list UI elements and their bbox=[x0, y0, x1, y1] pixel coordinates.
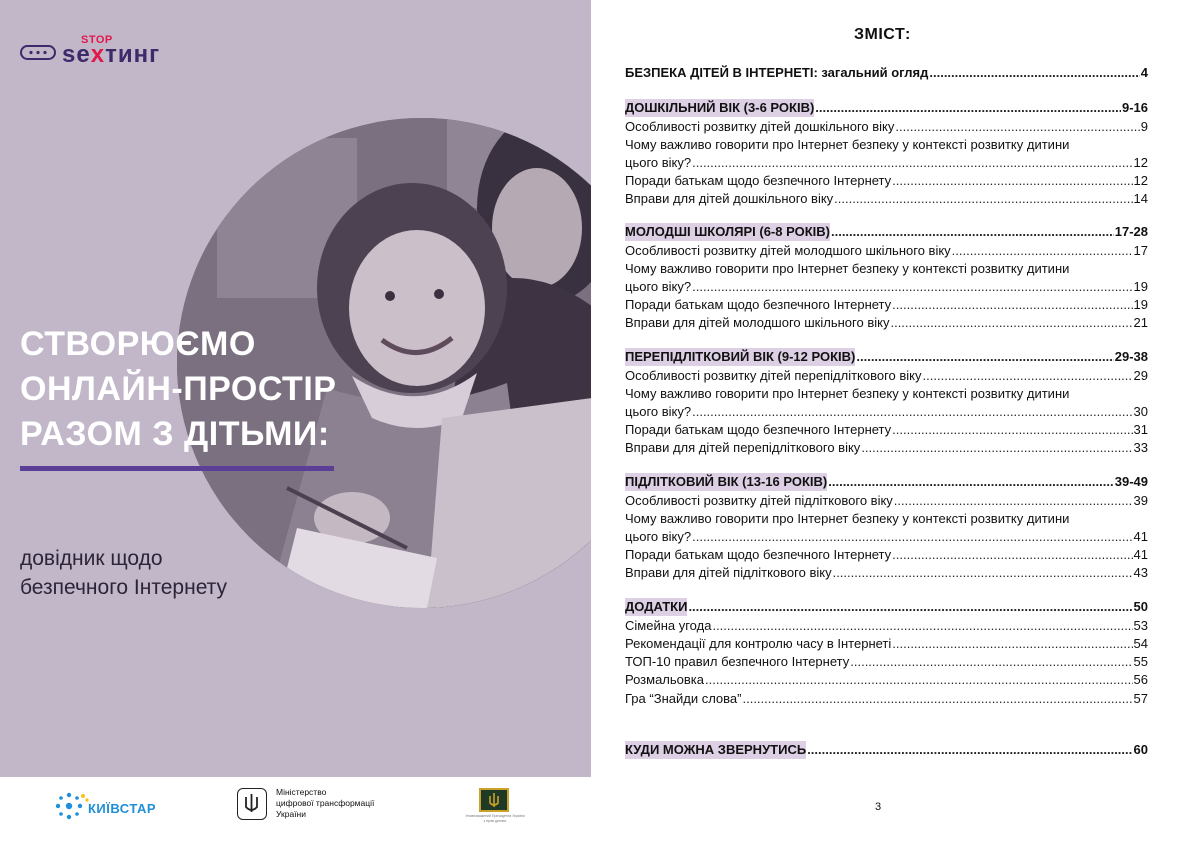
toc-entry[interactable] bbox=[625, 314, 1148, 332]
kyivstar-star-icon bbox=[52, 790, 90, 822]
toc-leader-dots bbox=[895, 118, 1139, 136]
toc-entry-text: Рекомендації для контролю часу в Інтернеті bbox=[625, 636, 892, 651]
toc-entry-text: БЕЗПЕКА ДІТЕЙ В ІНТЕРНЕТІ: загальний огляд bbox=[625, 65, 929, 80]
toc-entry-text: цього віку? bbox=[625, 404, 692, 419]
toc-page-number: 41 bbox=[1133, 547, 1148, 562]
toc-entry-overview[interactable] bbox=[625, 64, 1148, 82]
headline-underline bbox=[20, 466, 334, 471]
toc-entry[interactable] bbox=[625, 172, 1148, 190]
toc-leader-dots bbox=[692, 403, 1132, 421]
toc-section-heading[interactable] bbox=[625, 473, 1148, 491]
toc-page-number: 12 bbox=[1133, 173, 1148, 188]
toc-page-number: 19 bbox=[1133, 297, 1148, 312]
toc-leader-dots bbox=[828, 473, 1114, 491]
toc-entry-text: Вправи для дітей перепідліткового віку bbox=[625, 440, 861, 455]
toc-page-number: 17-28 bbox=[1114, 224, 1148, 239]
cover-headline bbox=[20, 322, 336, 457]
toc-entry-text: КУДИ МОЖНА ЗВЕРНУТИСЬ bbox=[625, 742, 807, 757]
toc-leader-dots bbox=[861, 439, 1132, 457]
toc-page-number: 29 bbox=[1133, 368, 1148, 383]
toc-entry[interactable] bbox=[625, 564, 1148, 582]
toc-leader-dots bbox=[712, 617, 1132, 635]
toc-page-number: 19 bbox=[1133, 279, 1148, 294]
ombudsman-logo-text: Уповноважений Президента України з прав дитини bbox=[465, 814, 525, 823]
toc-leader-dots bbox=[815, 99, 1121, 117]
toc-page-number: 50 bbox=[1133, 599, 1148, 614]
toc-leader-dots bbox=[688, 598, 1132, 616]
toc-entry-first-line[interactable]: Чому важливо говорити про Інтернет безпеку у контексті розвитку дитини bbox=[625, 386, 1070, 401]
toc-entry[interactable] bbox=[625, 190, 1148, 208]
toc-entry-text: Особливості розвитку дітей молодшого шкільного віку bbox=[625, 243, 951, 258]
logo-stop-text: STOP bbox=[81, 34, 113, 46]
toc-entry[interactable] bbox=[625, 492, 1148, 510]
toc-entry[interactable] bbox=[625, 546, 1148, 564]
toc-page-number: 17 bbox=[1133, 243, 1148, 258]
toc-section-heading[interactable] bbox=[625, 741, 1148, 759]
logo-wordmark bbox=[62, 41, 160, 69]
toc-entry[interactable] bbox=[625, 439, 1148, 457]
toc-leader-dots bbox=[894, 492, 1133, 510]
toc-page-number: 4 bbox=[1140, 65, 1148, 80]
toc-entry-text: цього віку? bbox=[625, 529, 692, 544]
toc-leader-dots bbox=[807, 741, 1132, 759]
subtitle-line: довідник щодо bbox=[20, 547, 163, 570]
toc-title: ЗМІСТ: bbox=[854, 26, 911, 43]
logo-word-part: тинг bbox=[105, 41, 161, 68]
ministry-line: цифрової трансформації bbox=[276, 798, 375, 808]
toc-leader-dots bbox=[850, 653, 1132, 671]
toc-entry[interactable] bbox=[625, 278, 1148, 296]
ombudsman-emblem-icon bbox=[479, 788, 509, 812]
toc-entry-text: Поради батькам щодо безпечного Інтернету bbox=[625, 547, 892, 562]
page-number: 3 bbox=[875, 801, 882, 813]
toc-leader-dots bbox=[742, 690, 1132, 708]
toc-leader-dots bbox=[929, 64, 1139, 82]
toc-entry[interactable] bbox=[625, 242, 1148, 260]
toc-section-heading[interactable] bbox=[625, 598, 1148, 616]
headline-line: СТВОРЮЄМО bbox=[20, 325, 256, 363]
toc-page-number: 39 bbox=[1133, 493, 1148, 508]
toc-page-number: 60 bbox=[1133, 742, 1148, 757]
toc-leader-dots bbox=[892, 421, 1132, 439]
toc-entry[interactable] bbox=[625, 528, 1148, 546]
toc-leader-dots bbox=[923, 367, 1133, 385]
toc-page-number: 41 bbox=[1133, 529, 1148, 544]
toc-leader-dots bbox=[834, 190, 1132, 208]
toc-entry[interactable] bbox=[625, 421, 1148, 439]
stop-sexting-logo bbox=[20, 34, 200, 68]
toc-entry-text: ПЕРЕПІДЛІТКОВИЙ ВІК (9-12 РОКІВ) bbox=[625, 349, 856, 364]
toc-leader-dots bbox=[831, 223, 1114, 241]
toc-section-heading[interactable] bbox=[625, 348, 1148, 366]
toc-entry[interactable] bbox=[625, 296, 1148, 314]
toc-leader-dots bbox=[892, 172, 1132, 190]
cover-page bbox=[0, 0, 591, 777]
toc-leader-dots bbox=[692, 278, 1132, 296]
toc-entry-text: Особливості розвитку дітей дошкільного віку bbox=[625, 119, 895, 134]
toc-entry[interactable] bbox=[625, 403, 1148, 421]
logo-word-part: se bbox=[62, 41, 91, 68]
ministry-line: Міністерство bbox=[276, 787, 327, 797]
toc-page-number: 54 bbox=[1133, 636, 1148, 651]
chat-bubble-icon bbox=[20, 45, 56, 62]
toc-entry[interactable] bbox=[625, 118, 1148, 136]
toc-leader-dots bbox=[890, 314, 1132, 332]
logo-word-x: x bbox=[90, 41, 106, 68]
toc-entry-text: ДОДАТКИ bbox=[625, 599, 688, 614]
toc-leader-dots bbox=[892, 546, 1132, 564]
kyivstar-logo-text: КИЇВСТАР bbox=[88, 801, 157, 816]
toc-section-heading[interactable] bbox=[625, 99, 1148, 117]
toc-entry[interactable] bbox=[625, 671, 1148, 689]
toc-entry-text: цього віку? bbox=[625, 155, 692, 170]
ministry-logo-text bbox=[276, 787, 374, 820]
toc-page-number: 43 bbox=[1133, 565, 1148, 580]
toc-entry-text: МОЛОДШІ ШКОЛЯРІ (6-8 РОКІВ) bbox=[625, 224, 830, 239]
toc-entry[interactable] bbox=[625, 653, 1148, 671]
toc-page-number: 30 bbox=[1133, 404, 1148, 419]
toc-page-number: 9-16 bbox=[1121, 100, 1148, 115]
toc-entry-text: цього віку? bbox=[625, 279, 692, 294]
toc-page-number: 29-38 bbox=[1114, 349, 1148, 364]
toc-page-number: 39-49 bbox=[1114, 474, 1148, 489]
toc-leader-dots bbox=[892, 296, 1132, 314]
toc-entry-text: Поради батькам щодо безпечного Інтернету bbox=[625, 173, 892, 188]
toc-page-number: 53 bbox=[1133, 618, 1148, 633]
toc-entry-text: Особливості розвитку дітей підліткового віку bbox=[625, 493, 893, 508]
toc-entry-text: Гра “Знайди слова” bbox=[625, 691, 742, 706]
toc-entry[interactable] bbox=[625, 154, 1148, 172]
toc-entry-text: Поради батькам щодо безпечного Інтернету bbox=[625, 297, 892, 312]
toc-entry-text: Сімейна угода bbox=[625, 618, 712, 633]
ministry-line: України bbox=[276, 809, 306, 819]
toc-entry-text: ДОШКІЛЬНИЙ ВІК (3-6 РОКІВ) bbox=[625, 100, 815, 115]
toc-entry[interactable] bbox=[625, 617, 1148, 635]
toc-entry-text: Поради батькам щодо безпечного Інтернету bbox=[625, 422, 892, 437]
toc-entry-text: Вправи для дітей підліткового віку bbox=[625, 565, 832, 580]
toc-leader-dots bbox=[952, 242, 1133, 260]
toc-page-number: 33 bbox=[1133, 440, 1148, 455]
toc-leader-dots bbox=[705, 671, 1133, 689]
toc-page-number: 57 bbox=[1133, 691, 1148, 706]
table-of-contents-page bbox=[591, 0, 1200, 852]
toc-entry[interactable] bbox=[625, 690, 1148, 708]
toc-page-number: 21 bbox=[1133, 315, 1148, 330]
cover-subtitle bbox=[20, 544, 227, 602]
toc-page-number: 56 bbox=[1133, 672, 1148, 687]
toc-entry-first-line[interactable]: Чому важливо говорити про Інтернет безпеку у контексті розвитку дитини bbox=[625, 511, 1070, 526]
toc-leader-dots bbox=[692, 528, 1132, 546]
toc-entry-text: Вправи для дітей молодшого шкільного віку bbox=[625, 315, 890, 330]
ministry-trident-icon bbox=[237, 788, 267, 820]
trident-icon bbox=[481, 790, 507, 810]
toc-leader-dots bbox=[856, 348, 1113, 366]
toc-leader-dots bbox=[692, 154, 1132, 172]
toc-entry-text: ТОП-10 правил безпечного Інтернету bbox=[625, 654, 850, 669]
headline-line: РАЗОМ З ДІТЬМИ: bbox=[20, 415, 330, 453]
toc-entry[interactable] bbox=[625, 367, 1148, 385]
toc-leader-dots bbox=[892, 635, 1132, 653]
toc-page-number: 9 bbox=[1140, 119, 1148, 134]
toc-page-number: 14 bbox=[1133, 191, 1148, 206]
toc-entry[interactable] bbox=[625, 635, 1148, 653]
toc-page-number: 31 bbox=[1133, 422, 1148, 437]
trident-icon bbox=[238, 789, 265, 818]
toc-section-heading[interactable] bbox=[625, 223, 1148, 241]
subtitle-line: безпечного Інтернету bbox=[20, 576, 228, 599]
toc-entry-first-line[interactable]: Чому важливо говорити про Інтернет безпеку у контексті розвитку дитини bbox=[625, 137, 1070, 152]
toc-entry-text: ПІДЛІТКОВИЙ ВІК (13-16 РОКІВ) bbox=[625, 474, 828, 489]
toc-leader-dots bbox=[833, 564, 1133, 582]
toc-entry-text: Особливості розвитку дітей перепідліткового віку bbox=[625, 368, 922, 383]
toc-entry-text: Вправи для дітей дошкільного віку bbox=[625, 191, 834, 206]
toc-page-number: 12 bbox=[1133, 155, 1148, 170]
headline-line: ОНЛАЙН-ПРОСТІР bbox=[20, 370, 337, 408]
toc-entry-text: Розмальовка bbox=[625, 672, 705, 687]
toc-entry-first-line[interactable]: Чому важливо говорити про Інтернет безпеку у контексті розвитку дитини bbox=[625, 261, 1070, 276]
toc-page-number: 55 bbox=[1133, 654, 1148, 669]
